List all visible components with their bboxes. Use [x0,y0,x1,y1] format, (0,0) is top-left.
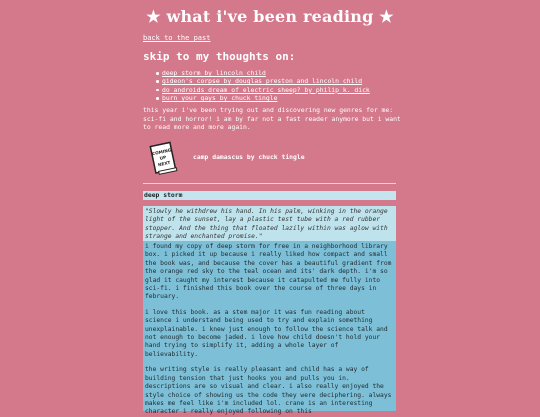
back-link[interactable]: back to the past [143,34,211,42]
coming-up-label: camp damascus by chuck tingle [193,153,305,161]
badge-line-3: NEXT [157,159,171,168]
intro-text: this year i've been trying out and discovering new genres for me: sci-fi and horror! i am by far not a fast reader anymore but i want to read more and more again. [143,106,401,132]
badge-line-2: UP [159,154,167,161]
skip-links-list [156,69,370,103]
skip-link-androids[interactable]: do androids dream of electric sheep? by philip k. dick [156,86,370,94]
review-paragraph: i found my copy of deep storm for free in a neighborhood library box. i picked it up because i really liked how compact and small the book was, and because the cover has a beautiful gradient from the orange red sky to the teal ocean and its' dark depth. i'm so glad it caught my interest because it catapulted me fully into sci-fi. i finished this book over the course of three days in february. [145,243,392,301]
skip-heading: skip to my thoughts on: [143,50,296,63]
skip-link-burn-your-gays[interactable]: burn your gays by chuck tingle [156,94,370,102]
coming-up-next-book-icon [147,140,181,176]
divider [143,183,396,184]
review-paragraph: the writing style is really pleasant and child has a way of building tension that just hooks you and pulls you in. descriptions are so visual and clear. i also really enjoyed the style choice of showing us the code they were deciphering. always makes me feel like i'm included lol. crane is an interesting character i really enjoyed following on this [145,366,392,416]
skip-link-deep-storm[interactable]: deep storm by lincoln child [156,69,370,77]
review-paragraph: i love this book. as a stem major it was fun reading about science i understand being used to try and explain something unexplainable. i knew just enough to follow the science talk and not enough to become jaded. i love how child doesn't hold your hand trying to simplify it, adding a whole layer of believability. [145,308,388,358]
skip-link-gideons-corpse[interactable]: gideon's corpse by douglas preston and lincoln child [156,77,370,85]
badge-line-1: COMING [151,147,172,157]
review-heading: deep storm [143,191,396,200]
review-quote: "Slowly he withdrew his hand. In his palm, winking in the orange light of the sunset, lay a plastic test tube with a red rubber stopper. And the thing that floated lazily within was aglow with strange and enchanted promise." [143,206,396,244]
page-title: ★ what i've been reading ★ [146,7,394,26]
review-body [143,241,396,416]
